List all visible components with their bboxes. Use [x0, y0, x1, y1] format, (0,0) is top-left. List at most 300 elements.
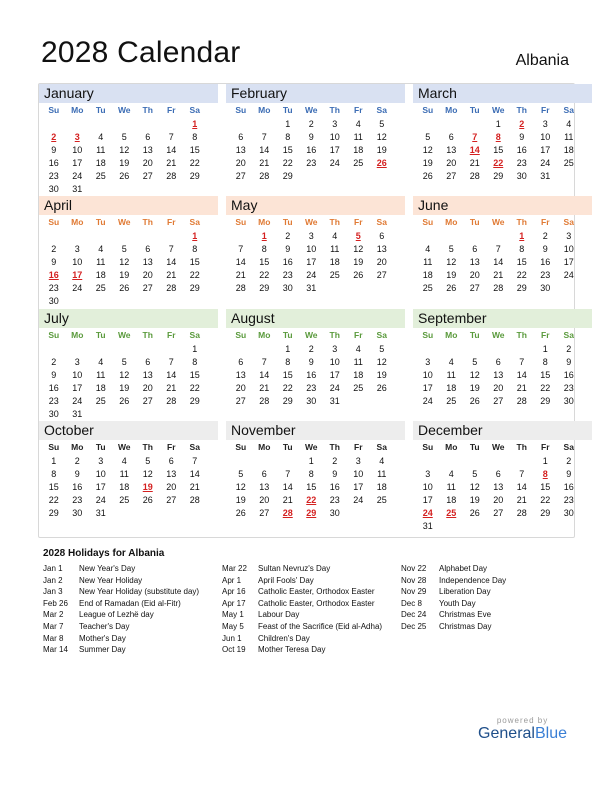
day-cell: 13	[142, 256, 153, 267]
day-cell: 16	[48, 382, 59, 393]
day-cell: 7	[168, 243, 174, 254]
day-cell: 16	[72, 481, 83, 492]
holiday-name: Catholic Easter, Orthodox Easter	[258, 587, 375, 597]
weekday-header	[413, 215, 592, 229]
weekday-label: We	[491, 217, 505, 227]
day-cell: 9	[566, 468, 572, 479]
weekday-label: Mo	[445, 442, 458, 452]
week-row	[416, 281, 592, 294]
holiday-day-cell: 17	[72, 269, 83, 280]
day-cell: 12	[376, 131, 387, 142]
month-name: February	[226, 84, 405, 103]
holiday-item	[401, 563, 571, 575]
day-cell: 16	[306, 144, 317, 155]
holiday-day-cell: 1	[192, 230, 198, 241]
day-cell: 22	[189, 269, 200, 280]
day-cell: 21	[166, 382, 177, 393]
day-cell: 3	[74, 243, 80, 254]
day-cell: 2	[566, 343, 572, 354]
holiday-item	[222, 644, 397, 656]
day-cell: 1	[542, 455, 548, 466]
day-cell: 10	[329, 356, 340, 367]
day-cell: 26	[446, 282, 457, 293]
day-cell: 7	[261, 131, 267, 142]
weekday-label: Sa	[563, 442, 574, 452]
week-row	[42, 242, 218, 255]
day-cell: 9	[51, 256, 57, 267]
day-cell: 11	[377, 468, 387, 479]
week-row	[416, 493, 592, 506]
day-cell: 15	[540, 481, 551, 492]
day-cell: 4	[98, 131, 104, 142]
weekday-label: Sa	[189, 217, 200, 227]
week-row	[42, 117, 218, 130]
day-cell: 5	[379, 343, 385, 354]
day-cell: 10	[563, 243, 574, 254]
day-cell: 23	[48, 282, 59, 293]
holiday-date: Mar 22	[222, 564, 247, 573]
day-cell: 25	[563, 157, 574, 168]
week-row	[42, 294, 218, 307]
day-cell: 16	[306, 369, 317, 380]
day-cell: 24	[72, 395, 83, 406]
holiday-item	[222, 586, 397, 598]
month-april	[39, 196, 218, 309]
day-cell: 14	[516, 369, 527, 380]
day-cell: 19	[353, 256, 364, 267]
day-cell: 21	[259, 382, 270, 393]
week-row	[42, 143, 218, 156]
day-cell: 12	[119, 369, 130, 380]
day-cell: 13	[493, 481, 504, 492]
day-cell: 3	[425, 356, 431, 367]
weekday-label: Tu	[95, 217, 106, 227]
weekday-label: Tu	[282, 330, 293, 340]
holiday-name: End of Ramadan (Eid al-Fitr)	[79, 598, 181, 608]
day-cell: 21	[259, 157, 270, 168]
day-cell: 27	[493, 395, 504, 406]
day-cell: 27	[493, 507, 504, 518]
day-cell: 17	[353, 481, 364, 492]
page-title: 2028 Calendar	[41, 36, 241, 69]
day-cell: 6	[448, 131, 454, 142]
day-grid	[39, 454, 218, 519]
day-cell: 22	[48, 494, 59, 505]
day-cell: 6	[472, 243, 478, 254]
holiday-day-cell: 1	[519, 230, 525, 241]
brand-logo[interactable]	[478, 716, 567, 743]
holiday-day-cell: 26	[376, 157, 387, 168]
month-july	[39, 309, 218, 422]
weekday-label: Su	[235, 442, 247, 452]
weekday-label: Tu	[469, 442, 480, 452]
weekday-label: Sa	[376, 105, 387, 115]
weekday-label: Fr	[354, 330, 363, 340]
day-cell: 19	[422, 157, 433, 168]
day-cell: 21	[282, 494, 293, 505]
weekday-label: Th	[516, 217, 527, 227]
month-november	[226, 421, 405, 534]
day-cell: 13	[235, 144, 246, 155]
holiday-name: Summer Day	[79, 645, 126, 655]
day-cell: 23	[516, 157, 527, 168]
holiday-day-cell: 16	[48, 269, 59, 280]
day-cell: 11	[96, 144, 106, 155]
weekday-label: We	[304, 330, 318, 340]
day-cell: 18	[563, 144, 574, 155]
day-cell: 8	[542, 356, 548, 367]
week-row	[42, 229, 218, 242]
weekday-label: Fr	[167, 217, 176, 227]
day-cell: 22	[516, 269, 527, 280]
week-row	[42, 394, 218, 407]
day-cell: 31	[306, 282, 317, 293]
day-grid	[226, 229, 405, 294]
weekday-label: Th	[516, 330, 527, 340]
day-cell: 13	[376, 243, 387, 254]
weekday-label: Su	[48, 217, 60, 227]
holiday-date: Mar 8	[43, 633, 64, 643]
holiday-item	[222, 633, 397, 645]
weekday-label: Tu	[282, 442, 293, 452]
day-cell: 27	[235, 170, 246, 181]
month-name: July	[39, 309, 218, 328]
weekday-label: We	[117, 442, 131, 452]
day-cell: 22	[282, 382, 293, 393]
day-cell: 22	[259, 269, 270, 280]
day-cell: 11	[564, 131, 574, 142]
day-cell: 2	[51, 243, 57, 254]
day-cell: 2	[308, 343, 314, 354]
holiday-item	[222, 598, 397, 610]
day-cell: 26	[119, 170, 130, 181]
day-cell: 9	[566, 356, 572, 367]
day-cell: 13	[259, 481, 270, 492]
country-label: Albania	[515, 52, 569, 69]
day-cell: 24	[540, 157, 551, 168]
day-cell: 10	[329, 131, 340, 142]
week-row	[416, 506, 592, 519]
day-grid	[39, 229, 218, 307]
holiday-date: Apr 17	[222, 598, 246, 608]
day-cell: 10	[72, 369, 83, 380]
day-cell: 18	[353, 369, 364, 380]
day-cell: 15	[282, 144, 293, 155]
day-cell: 20	[376, 256, 387, 267]
day-cell: 19	[119, 382, 130, 393]
day-cell: 25	[95, 170, 106, 181]
day-cell: 13	[142, 144, 153, 155]
holiday-item	[43, 563, 218, 575]
day-cell: 9	[519, 131, 525, 142]
day-cell: 14	[259, 144, 270, 155]
day-cell: 31	[72, 408, 83, 419]
day-cell: 27	[166, 494, 177, 505]
weekday-label: Su	[48, 330, 60, 340]
day-cell: 1	[285, 118, 291, 129]
holiday-name: Children's Day	[258, 633, 310, 643]
day-cell: 23	[48, 170, 59, 181]
day-cell: 28	[493, 282, 504, 293]
day-cell: 6	[495, 468, 501, 479]
weekday-label: We	[117, 330, 131, 340]
day-cell: 8	[519, 243, 525, 254]
weekday-label: Sa	[376, 442, 387, 452]
holiday-name: Catholic Easter, Orthodox Easter	[258, 598, 375, 608]
holiday-name: Mother's Day	[79, 633, 126, 643]
day-cell: 16	[516, 144, 527, 155]
week-row	[416, 342, 592, 355]
day-cell: 30	[48, 183, 59, 194]
holidays-title: 2028 Holidays for Albania	[43, 548, 165, 559]
day-cell: 29	[493, 170, 504, 181]
weekday-label: Tu	[469, 105, 480, 115]
day-cell: 5	[121, 356, 127, 367]
weekday-header	[39, 215, 218, 229]
day-cell: 25	[95, 282, 106, 293]
day-cell: 16	[329, 481, 340, 492]
day-cell: 30	[282, 282, 293, 293]
day-cell: 14	[166, 369, 177, 380]
weekday-label: Su	[422, 105, 434, 115]
weekday-label: Fr	[167, 442, 176, 452]
day-cell: 28	[516, 395, 527, 406]
month-january	[39, 84, 218, 197]
week-row	[229, 143, 405, 156]
weekday-label: Su	[235, 330, 247, 340]
week-row	[416, 355, 592, 368]
day-cell: 4	[448, 356, 454, 367]
day-cell: 29	[189, 395, 200, 406]
weekday-header	[226, 440, 405, 454]
week-row	[416, 467, 592, 480]
week-row	[42, 454, 218, 467]
day-cell: 3	[74, 356, 80, 367]
day-grid	[39, 342, 218, 420]
day-cell: 14	[189, 468, 200, 479]
day-cell: 24	[329, 157, 340, 168]
weekday-label: Su	[235, 217, 247, 227]
weekday-label: Th	[142, 442, 153, 452]
weekday-label: Th	[329, 330, 340, 340]
day-cell: 4	[425, 243, 431, 254]
week-row	[416, 268, 592, 281]
week-row	[229, 355, 405, 368]
day-cell: 20	[446, 157, 457, 168]
day-cell: 19	[446, 269, 457, 280]
day-cell: 7	[285, 468, 291, 479]
day-cell: 2	[285, 230, 291, 241]
day-cell: 6	[145, 243, 151, 254]
month-name: September	[413, 309, 592, 328]
day-cell: 24	[563, 269, 574, 280]
day-cell: 22	[189, 382, 200, 393]
holiday-name: Christmas Eve	[439, 610, 492, 620]
month-name: May	[226, 196, 405, 215]
holiday-date: Jan 3	[43, 587, 63, 597]
weekday-label: Fr	[167, 105, 176, 115]
day-cell: 2	[74, 455, 80, 466]
holiday-date: Dec 8	[401, 598, 422, 608]
day-cell: 27	[469, 282, 480, 293]
week-row	[416, 143, 592, 156]
holiday-item	[222, 621, 397, 633]
holiday-date: May 1	[222, 610, 244, 620]
holiday-date: Jan 2	[43, 575, 63, 585]
day-cell: 25	[119, 494, 130, 505]
weekday-label: Su	[422, 442, 434, 452]
day-cell: 25	[353, 157, 364, 168]
month-name: March	[413, 84, 592, 103]
day-cell: 8	[192, 131, 198, 142]
holiday-item	[222, 563, 397, 575]
week-row	[42, 342, 218, 355]
day-cell: 20	[142, 157, 153, 168]
weekday-header	[226, 215, 405, 229]
day-cell: 9	[332, 468, 338, 479]
day-cell: 17	[72, 382, 83, 393]
day-cell: 26	[353, 269, 364, 280]
day-cell: 14	[493, 256, 504, 267]
weekday-label: Th	[329, 217, 340, 227]
holiday-date: Nov 28	[401, 575, 427, 585]
day-cell: 7	[261, 356, 267, 367]
weekday-label: Fr	[354, 105, 363, 115]
holiday-name: Teacher's Day	[79, 621, 130, 631]
day-cell: 21	[189, 481, 200, 492]
day-cell: 6	[145, 356, 151, 367]
weekday-label: Th	[516, 105, 527, 115]
holiday-day-cell: 8	[495, 131, 501, 142]
week-row	[42, 281, 218, 294]
day-cell: 30	[72, 507, 83, 518]
holiday-day-cell: 7	[472, 131, 478, 142]
day-cell: 26	[469, 395, 480, 406]
day-cell: 5	[121, 243, 127, 254]
day-cell: 21	[516, 382, 527, 393]
day-cell: 25	[446, 395, 457, 406]
weekday-header	[39, 328, 218, 342]
day-cell: 9	[74, 468, 80, 479]
week-row	[229, 454, 405, 467]
weekday-label: Tu	[95, 442, 106, 452]
holiday-name: New Year Holiday	[79, 575, 143, 585]
day-cell: 3	[566, 230, 572, 241]
week-row	[229, 169, 405, 182]
day-cell: 10	[95, 468, 106, 479]
day-cell: 18	[446, 382, 457, 393]
day-cell: 11	[353, 131, 363, 142]
day-cell: 30	[48, 408, 59, 419]
holiday-day-cell: 28	[282, 507, 293, 518]
week-row	[416, 117, 592, 130]
day-cell: 7	[238, 243, 244, 254]
week-row	[42, 407, 218, 420]
day-cell: 9	[542, 243, 548, 254]
day-cell: 6	[261, 468, 267, 479]
day-grid	[226, 342, 405, 407]
day-cell: 21	[516, 494, 527, 505]
week-row	[42, 493, 218, 506]
holiday-day-cell: 3	[74, 131, 80, 142]
month-name: January	[39, 84, 218, 103]
holiday-date: Jun 1	[222, 633, 242, 643]
week-row	[416, 156, 592, 169]
day-cell: 4	[355, 118, 361, 129]
day-cell: 20	[259, 494, 270, 505]
week-row	[416, 229, 592, 242]
weekday-header	[413, 103, 592, 117]
week-row	[416, 394, 592, 407]
day-cell: 29	[259, 282, 270, 293]
weekday-label: Sa	[189, 442, 200, 452]
day-cell: 5	[472, 356, 478, 367]
day-cell: 31	[72, 183, 83, 194]
day-cell: 4	[379, 455, 385, 466]
day-cell: 3	[542, 118, 548, 129]
week-row	[229, 394, 405, 407]
weekday-label: Th	[329, 105, 340, 115]
day-cell: 20	[142, 382, 153, 393]
holiday-day-cell: 22	[493, 157, 504, 168]
day-cell: 4	[98, 356, 104, 367]
week-row	[42, 255, 218, 268]
day-cell: 22	[189, 157, 200, 168]
weekday-label: Sa	[189, 330, 200, 340]
holiday-item	[43, 598, 218, 610]
day-cell: 15	[189, 144, 200, 155]
weekday-label: Mo	[445, 105, 458, 115]
week-row	[229, 368, 405, 381]
day-cell: 11	[96, 369, 106, 380]
day-cell: 18	[95, 382, 106, 393]
day-cell: 25	[422, 282, 433, 293]
brand-name-a: General	[478, 725, 535, 742]
holiday-date: Apr 1	[222, 575, 242, 585]
day-cell: 29	[282, 170, 293, 181]
day-cell: 7	[519, 356, 525, 367]
day-cell: 11	[446, 481, 456, 492]
day-cell: 10	[422, 481, 433, 492]
day-cell: 14	[282, 481, 293, 492]
week-row	[229, 242, 405, 255]
day-cell: 21	[235, 269, 246, 280]
holiday-name: New Year Holiday (substitute day)	[79, 587, 200, 597]
holiday-item	[43, 633, 218, 645]
week-row	[229, 130, 405, 143]
weekday-label: Sa	[563, 217, 574, 227]
month-august	[226, 309, 405, 422]
holiday-name: Alphabet Day	[439, 564, 488, 573]
day-cell: 6	[145, 131, 151, 142]
day-cell: 9	[308, 131, 314, 142]
holiday-item	[401, 575, 571, 587]
day-cell: 8	[192, 243, 198, 254]
day-cell: 14	[166, 144, 177, 155]
day-cell: 15	[189, 369, 200, 380]
day-cell: 11	[119, 468, 129, 479]
day-cell: 21	[166, 269, 177, 280]
week-row	[229, 506, 405, 519]
day-cell: 31	[329, 395, 340, 406]
day-cell: 23	[72, 494, 83, 505]
day-cell: 29	[540, 395, 551, 406]
day-cell: 3	[355, 455, 361, 466]
month-february	[226, 84, 405, 197]
day-cell: 7	[168, 131, 174, 142]
day-cell: 10	[72, 256, 83, 267]
month-name: November	[226, 421, 405, 440]
